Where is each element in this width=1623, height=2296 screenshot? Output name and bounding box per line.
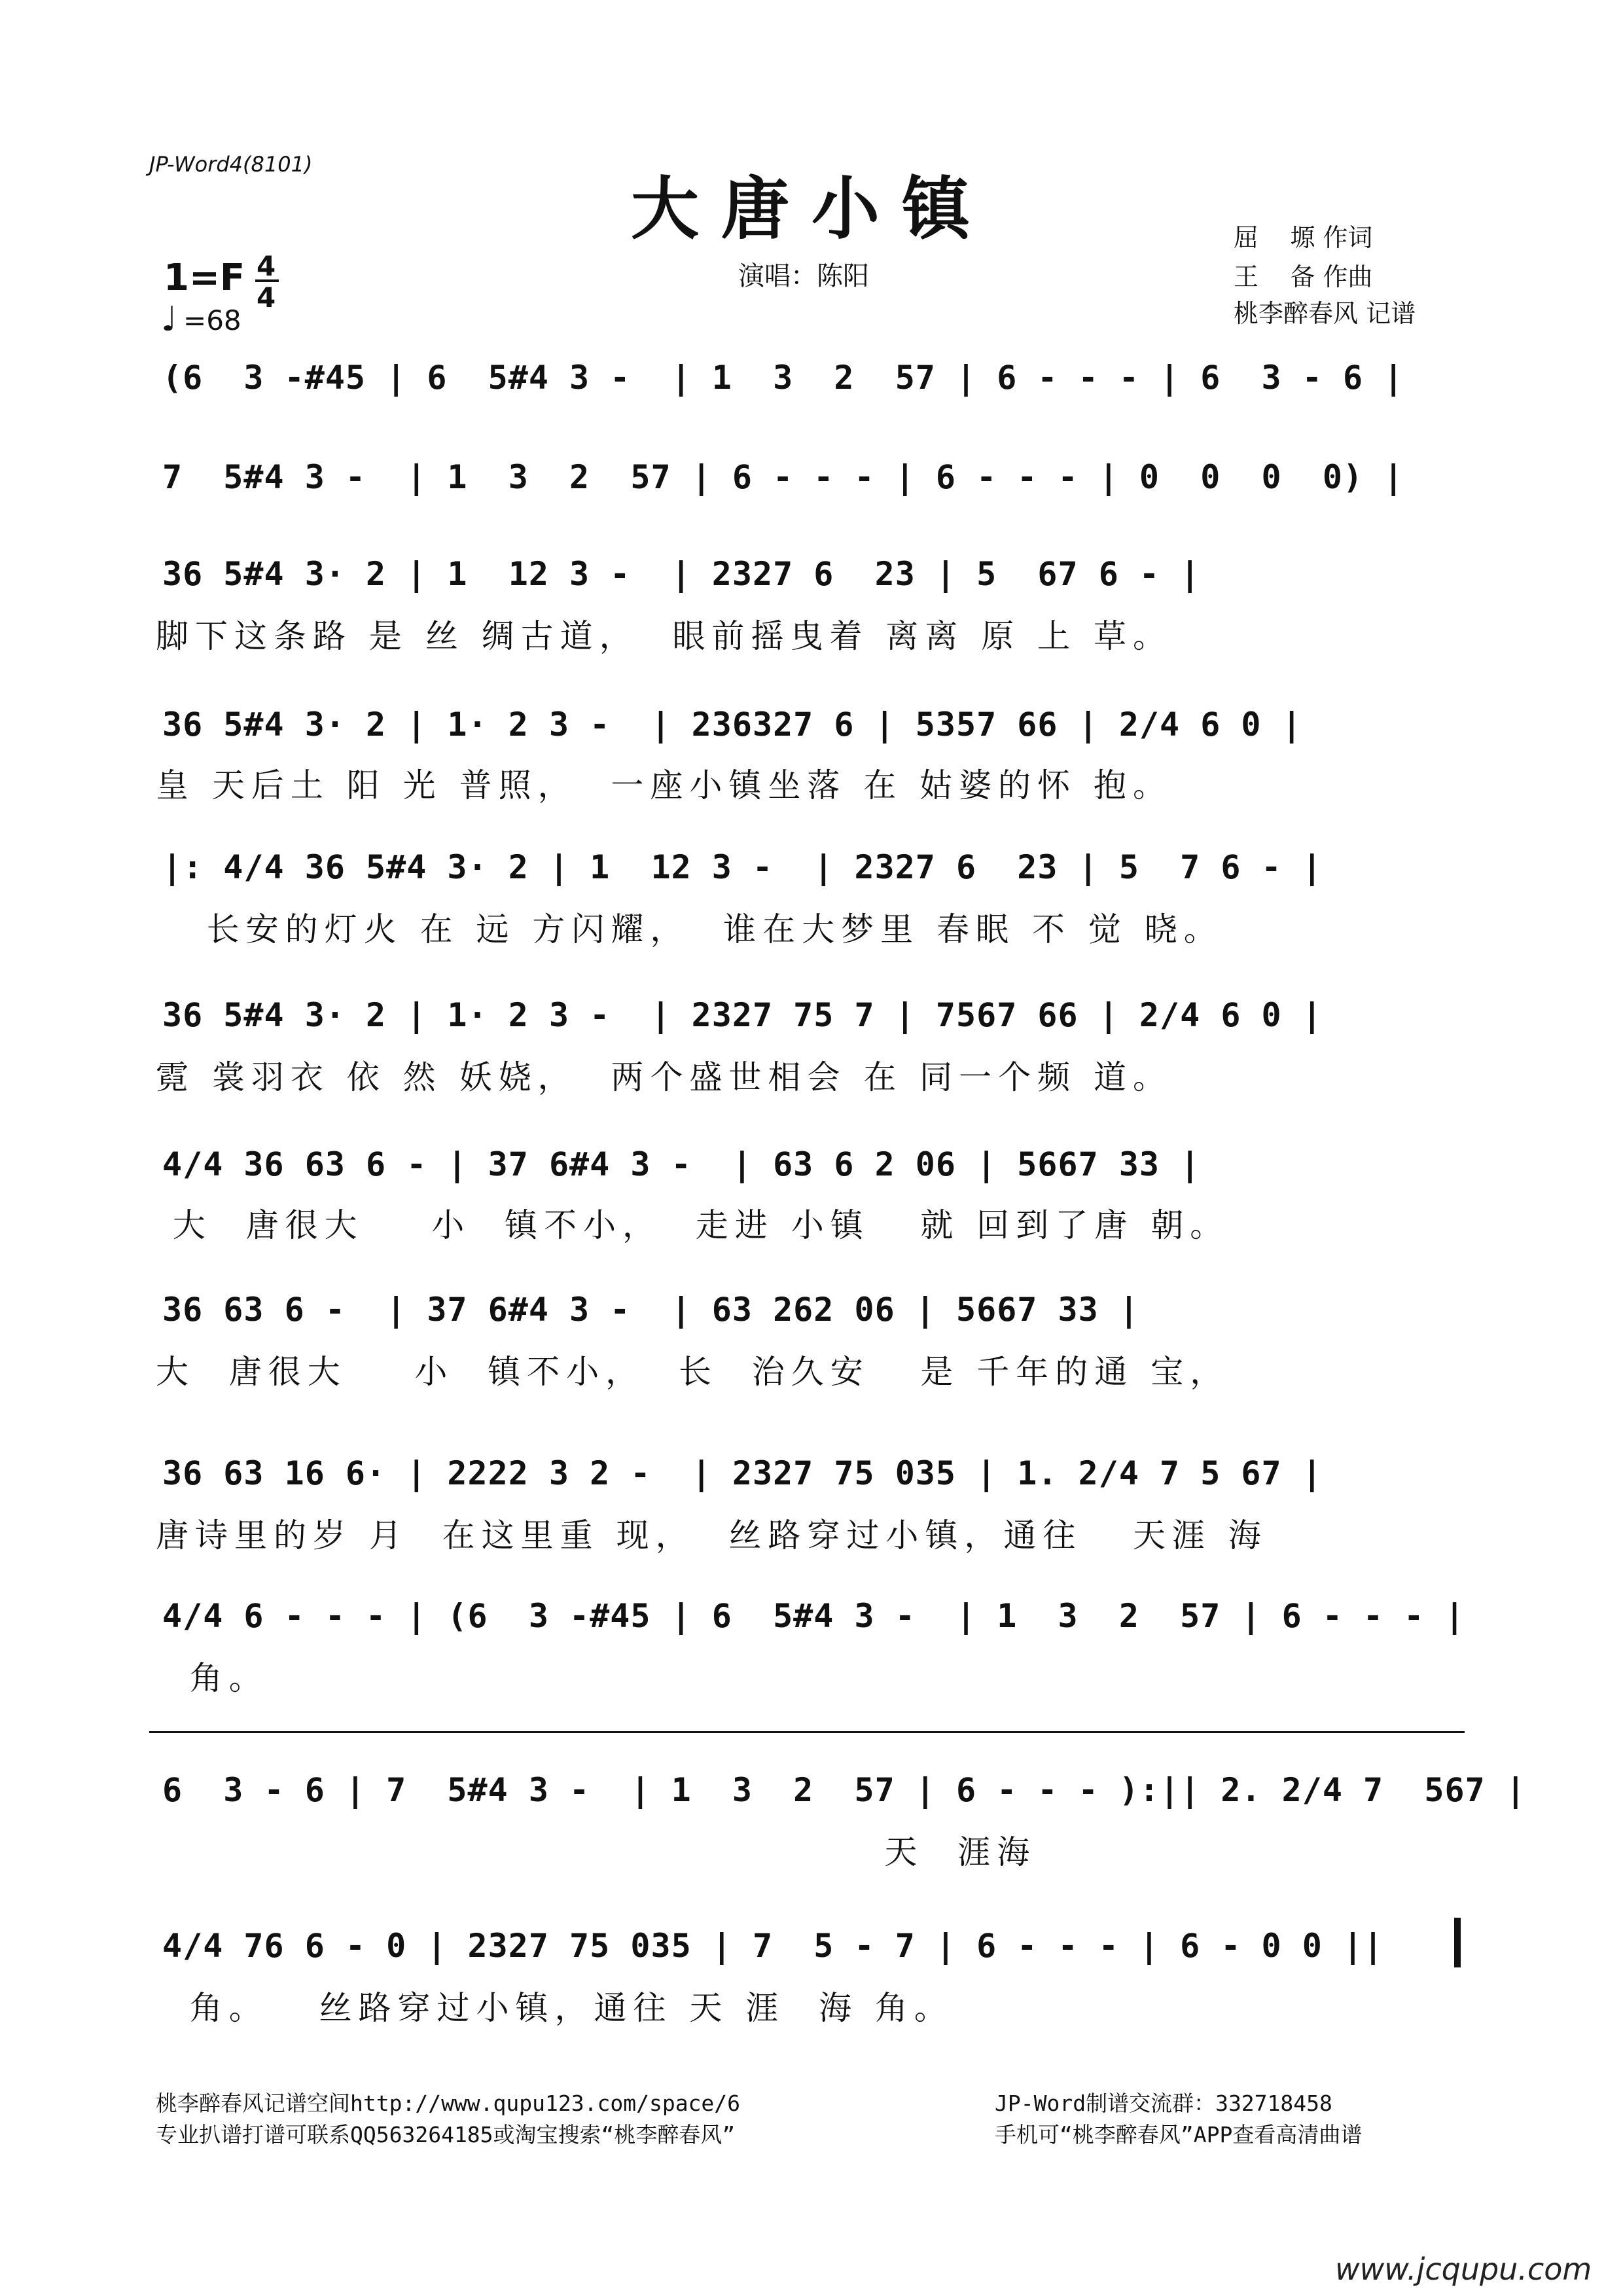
software-version: JP-Word4(8101) [149, 152, 313, 177]
key-signature: 1=F [164, 257, 245, 299]
score-system-5-lyric: 长安的灯火 在 远 方闪耀， 谁在大梦里 春眠 不 觉 晓。 [156, 910, 1223, 948]
score-system-5-notes: |: 4/4 36 5#4 3· 2 | 1 12 3 - | 2327 6 23 | 5 7 6 - | [162, 848, 1323, 886]
score-system-4-notes: 36 5#4 3· 2 | 1· 2 3 - | 236327 6 | 5357 66 | 2/4 6 0 | [162, 706, 1302, 744]
footer-right-line-2: 手机可“桃李醉春风”APP查看高清曲谱 [995, 2122, 1363, 2147]
score-system-8-lyric: 大 唐很大 小 镇不小， 长 治久安 是 千年的通 宝， [156, 1353, 1230, 1391]
score-system-7-notes: 4/4 36 63 6 - | 37 6#4 3 - | 63 6 2 06 | 5667 33 | [162, 1145, 1201, 1183]
score-system-10-lyric: 角。 [156, 1659, 268, 1697]
song-title: 大唐小镇 [630, 168, 992, 249]
score-system-6-notes: 36 5#4 3· 2 | 1· 2 3 - | 2327 75 7 | 7567 66 | 2/4 6 0 | [162, 996, 1323, 1034]
score-system-11-notes: 6 3 - 6 | 7 5#4 3 - | 1 3 2 57 | 6 - - - ):|| 2. 2/4 7 567 | [162, 1771, 1526, 1809]
footer-left-line-2: 专业扒谱打谱可联系QQ563264185或淘宝搜索“桃李醉春风” [156, 2122, 736, 2147]
score-system-1-notes: (6 3 -#45 | 6 5#4 3 - | 1 3 2 57 | 6 - - - | 6 3 - 6 | [162, 359, 1404, 397]
time-signature-bottom: 4 [257, 281, 276, 314]
score-system-3-lyric: 脚下这条路 是 丝 绸古道， 眼前摇曳着 离离 原 上 草。 [156, 617, 1173, 655]
score-system-9-lyric: 唐诗里的岁 月 在这里重 现， 丝路穿过小镇，通往 天涯 海 [156, 1516, 1268, 1554]
singer: 演唱：陈阳 [738, 261, 869, 291]
score-system-2-notes: 7 5#4 3 - | 1 3 2 57 | 6 - - - | 6 - - - | 0 0 0 0) | [162, 458, 1404, 496]
score-system-12-lyric: 角。 丝路穿过小镇，通往 天 涯 海 角。 [156, 1989, 954, 2027]
transcriber-credit: 桃李醉春风 记谱 [1234, 299, 1416, 328]
footer-left-line-1: 桃李醉春风记谱空间http://www.qupu123.com/space/6 [156, 2090, 741, 2116]
final-barline [1454, 1918, 1461, 1967]
quarter-note-icon: ♩ [161, 300, 177, 339]
score-system-8-notes: 36 63 6 - | 37 6#4 3 - | 63 262 06 | 5667 33 | [162, 1291, 1139, 1329]
score-system-7-lyric: 大 唐很大 小 镇不小， 走进 小镇 就 回到了唐 朝。 [156, 1206, 1230, 1244]
score-system-4-lyric: 皇 天后土 阳 光 普照， 一座小镇坐落 在 姑婆的怀 抱。 [156, 766, 1173, 804]
score-system-6-lyric: 霓 裳羽衣 依 然 妖娆， 两个盛世相会 在 同一个频 道。 [156, 1058, 1173, 1096]
time-signature-top: 4 [257, 250, 276, 282]
watermark: www.jcqupu.com [1335, 2251, 1592, 2287]
composer-credit: 王 备 作曲 [1234, 262, 1373, 291]
score-system-10-notes: 4/4 6 - - - | (6 3 -#45 | 6 5#4 3 - | 1 3 2 57 | 6 - - - | [162, 1597, 1465, 1635]
lyricist-credit: 屈 塬 作词 [1234, 223, 1373, 252]
volta-bracket-line [149, 1731, 1465, 1733]
score-system-11-lyric: 天 涯海 [156, 1833, 1037, 1871]
footer-right-line-1: JP-Word制谱交流群：332718458 [995, 2090, 1332, 2116]
score-system-3-notes: 36 5#4 3· 2 | 1 12 3 - | 2327 6 23 | 5 67 6 - | [162, 555, 1201, 593]
score-system-9-notes: 36 63 16 6· | 2222 3 2 - | 2327 75 035 | 1. 2/4 7 5 67 | [162, 1454, 1323, 1492]
tempo-value: =68 [183, 304, 241, 336]
score-system-12-notes: 4/4 76 6 - 0 | 2327 75 035 | 7 5 - 7 | 6 - - - | 6 - 0 0 || [162, 1927, 1384, 1965]
